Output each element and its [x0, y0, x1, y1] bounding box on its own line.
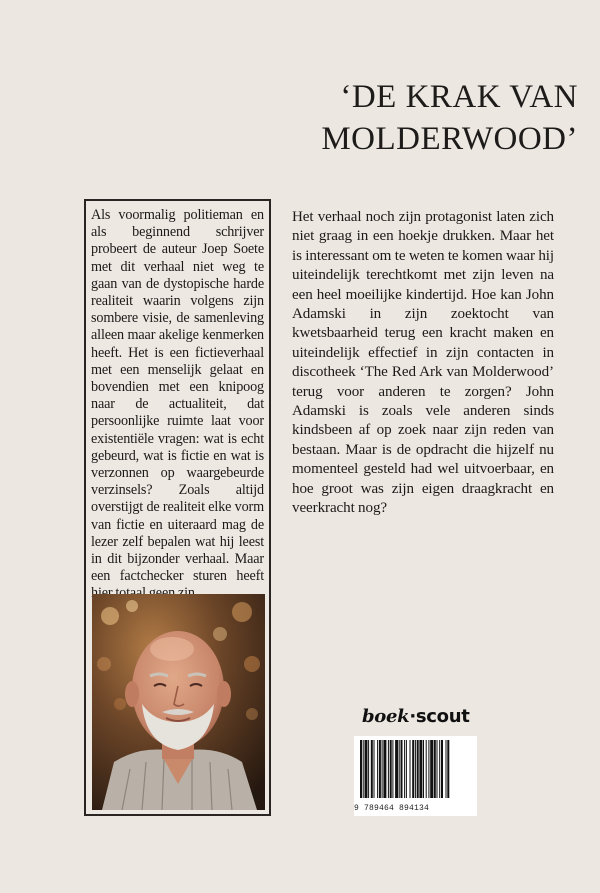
- author-bio-text: Als voormalig politieman en als beginnend schrijver probeert de auteur Joep Soete met dit verhaal niet weg te gaan van de dystopische harde realiteit waarin volgens zijn sombere visie, de samenleving alleen maar akelige kenmerken heeft. Het is een fictieverhaal met een menselijk gelaat en bovendien met een knipoog naar de actualiteit, dat persoonlijke ruimte laat voor existentiële vragen: wat is echt gebeurd, wat is fictie en wat is verzonnen op waargebeurde verzinsels? Zoals altijd overstijgt de realiteit elke vorm van fictie en uiteraard mag de lezer zelf bepalen wat hij leest in dit bijzonder verhaal. Maar een factchecker sturen heeft: [91, 207, 264, 585]
- isbn-digits: 9 789464 894134: [354, 804, 430, 813]
- publisher-logo: [362, 706, 470, 727]
- book-title-line-1: ‘DE KRAK VAN: [340, 79, 578, 115]
- isbn-barcode: [354, 736, 477, 816]
- author-bio-box: [84, 199, 271, 816]
- book-title-line-2: MOLDERWOOD’: [321, 121, 578, 157]
- publisher-logo-part-1: boek: [362, 706, 410, 727]
- book-title: [321, 76, 578, 160]
- author-portrait-image: [92, 594, 265, 810]
- author-photo: [92, 594, 265, 810]
- publisher-logo-separator: ·: [409, 706, 416, 727]
- barcode-bars: [354, 736, 477, 804]
- publisher-logo-part-2: scout: [415, 706, 470, 727]
- back-cover-blurb: Het verhaal noch zijn protagonist laten zich niet graag in een hoekje drukken. Maar het is interessant om te weten te komen waar hij uiteindelijk terechtkomt met zijn leven na een heel moeilijke kindertijd. Hoe kan John Adamski in zijn zoektocht van kwetsbaarheid terug een kracht maken en uiteindelijk effectief in zijn contacten in discotheek ‘The Red Ark van Molderwood’ terug voor anderen te zorgen? John Adamski is zoals vele anderen sinds kindsbeen af op zoek naar zijn reden van bestaan. Maar is de opdracht die hijzelf nu momenteel gesteld had wel uitvoerbaar, en hoe groot was zijn eigen draagkracht en veerkracht nog?: [292, 209, 554, 517]
